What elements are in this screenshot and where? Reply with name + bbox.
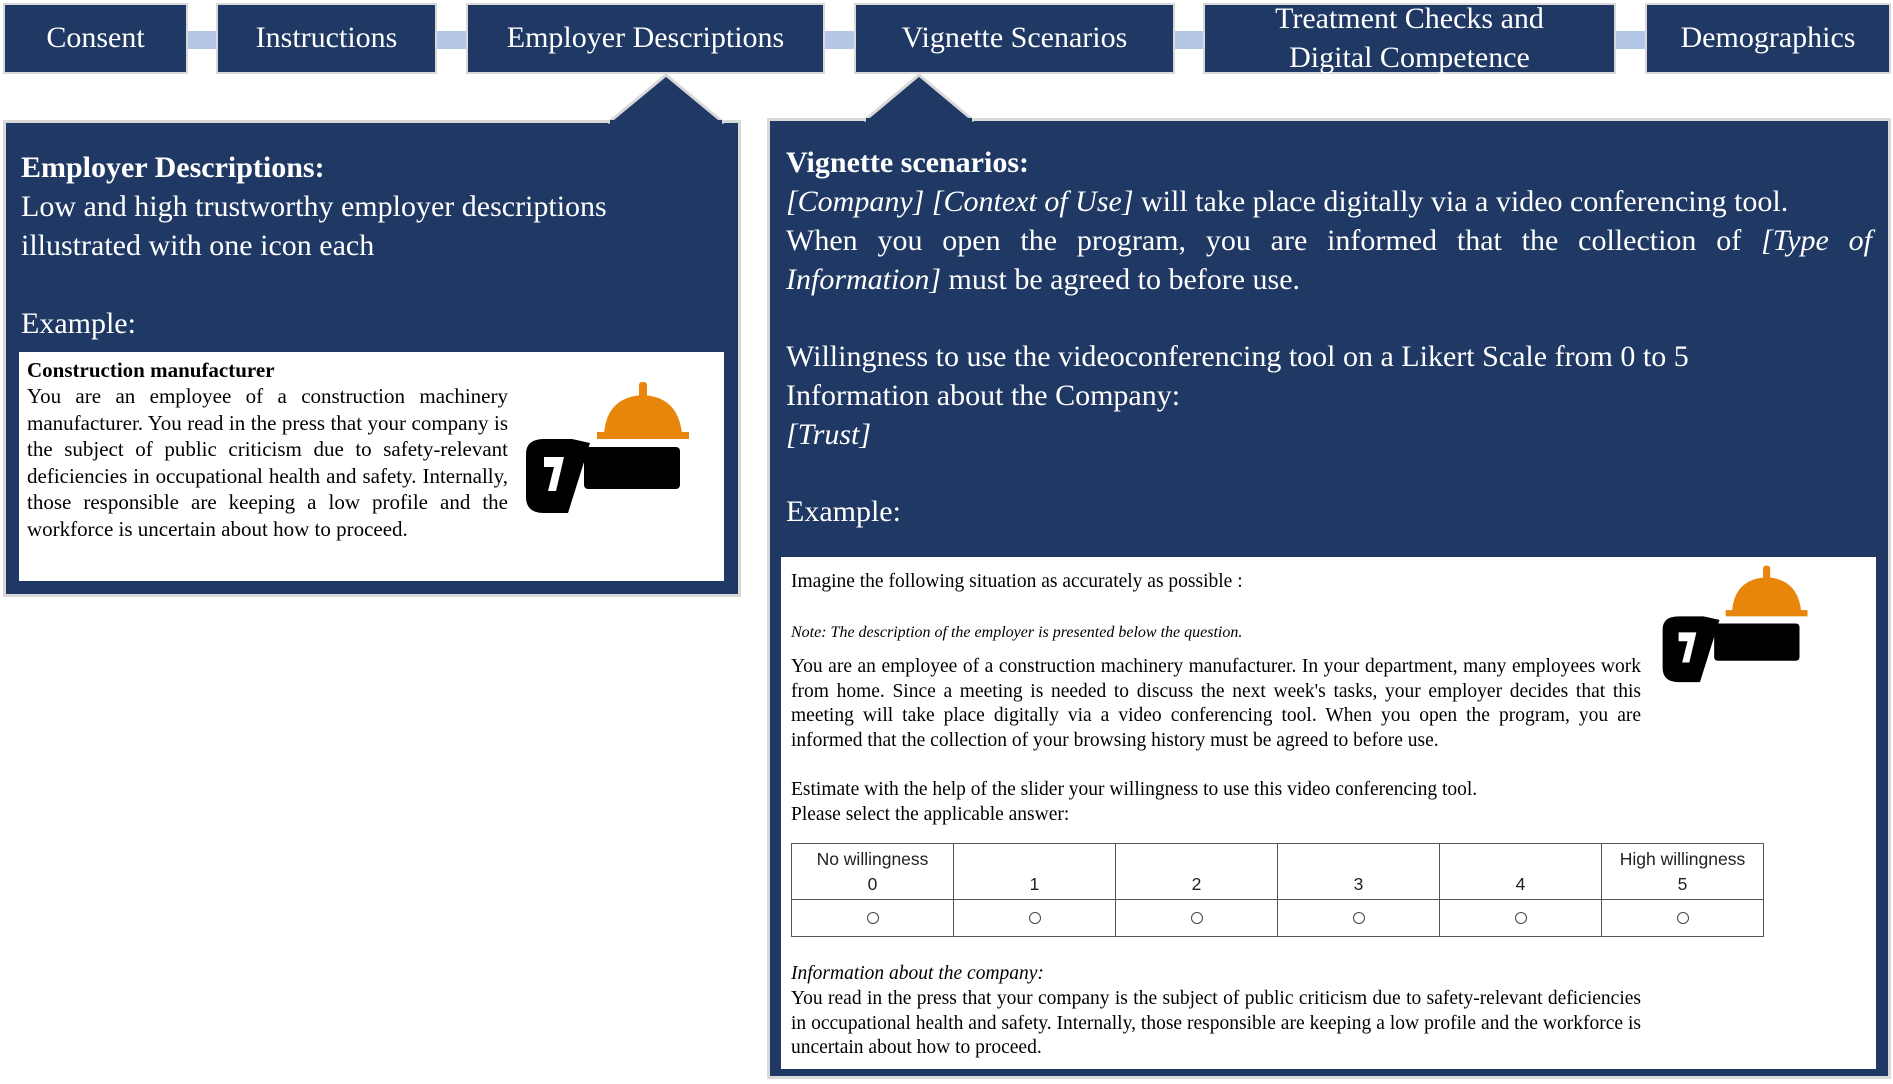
likert-header: High willingness 5: [1602, 844, 1764, 900]
employer-example-body: You are an employee of a construction machinery manufacturer. You read in the press that your company is the subject of public criticism due to safety-relevant deficiencies in occupational health and safety. Internally, those responsible are keeping a low profile and the workforce is uncertain about how to proceed.: [27, 384, 508, 541]
example-info-heading: Information about the company:: [791, 963, 1044, 984]
vignette-template-line2: When you open the program, you are informed that the collection of [Type of: [786, 224, 1872, 257]
placeholder-trust: [Trust]: [786, 418, 872, 451]
likert-header: 1: [954, 844, 1116, 900]
step-demographics: [1645, 3, 1891, 74]
placeholder-company: [Company]: [786, 185, 925, 218]
vignette-example-label: Example:: [786, 495, 901, 528]
step-label: Treatment Checks and Digital Competence: [1275, 2, 1544, 74]
example-select: Please select the applicable answer:: [791, 804, 1070, 825]
construction-helmet-chainsaw-icon: [524, 379, 719, 514]
likert-radio-0[interactable]: [867, 912, 879, 924]
step-label: Employer Descriptions: [506, 21, 785, 55]
step-label: Demographics: [1680, 21, 1856, 55]
employer-example-card: [19, 352, 724, 581]
step-consent: [3, 3, 188, 74]
example-info-body: You read in the press that your company is the subject of public criticism due to safety-relevant deficiencies in occupational health and safety. Internally, those responsible are keeping a low profile and the workforce is uncertain about how to proceed.: [791, 988, 1641, 1058]
vignette-template-line1: [Company] [Context of Use] will take place digitally via a video conferencing tool.: [786, 185, 1789, 218]
step-instructions: [216, 3, 437, 74]
step-vignette-scenarios: [854, 3, 1175, 74]
example-estimate: Estimate with the help of the slider your willingness to use this video conferencing tool.: [791, 779, 1478, 800]
vignette-heading: Vignette scenarios:: [786, 146, 1029, 179]
likert-scale: [791, 843, 1764, 937]
likert-header: 3: [1278, 844, 1440, 900]
info-company-text: Information about the Company:: [786, 379, 1181, 412]
likert-header: No willingness 0: [792, 844, 954, 900]
step-label: Consent: [46, 21, 145, 55]
likert-radio-4[interactable]: [1515, 912, 1527, 924]
likert-header: 2: [1116, 844, 1278, 900]
likert-radio-3[interactable]: [1353, 912, 1365, 924]
step-label: Vignette Scenarios: [901, 21, 1128, 55]
example-scenario: You are an employee of a construction machinery manufacturer. In your department, many employees work from home. Since a meeting is needed to discuss the next week's tasks, your employer decides that this meeting will take place digitally via a video conferencing tool. When you open the program, you are informed that the collection of your browsing history must be agreed to before use.: [791, 656, 1641, 751]
employer-desc-line1: Low and high trustworthy employer descriptions: [21, 190, 607, 223]
callout-pointer: [858, 73, 982, 123]
construction-helmet-chainsaw-icon: [1660, 563, 1835, 683]
employer-example-title: Construction manufacturer: [27, 358, 275, 382]
callout-pointer: [600, 73, 740, 125]
willingness-text: Willingness to use the videoconferencing tool on a Likert Scale from 0 to 5: [786, 340, 1689, 373]
likert-header: 4: [1440, 844, 1602, 900]
employer-desc-line2: illustrated with one icon each: [21, 229, 375, 262]
likert-radio-2[interactable]: [1191, 912, 1203, 924]
step-label: Instructions: [255, 21, 398, 55]
example-note: Note: The description of the employer is presented below the question.: [791, 624, 1243, 641]
step-treatment-checks: [1203, 3, 1616, 74]
employer-heading: Employer Descriptions:: [21, 151, 325, 184]
employer-example-label: Example:: [21, 307, 136, 340]
likert-radio-5[interactable]: [1677, 912, 1689, 924]
step-employer-descriptions: [466, 3, 825, 74]
placeholder-information: Information]: [786, 263, 942, 296]
example-intro: Imagine the following situation as accurately as possible :: [791, 571, 1243, 592]
placeholder-type-of: [Type of: [1761, 224, 1872, 257]
placeholder-context: [Context of Use]: [931, 185, 1134, 218]
likert-radio-1[interactable]: [1029, 912, 1041, 924]
vignette-template-line3: Information] must be agreed to before use.: [786, 263, 1301, 296]
